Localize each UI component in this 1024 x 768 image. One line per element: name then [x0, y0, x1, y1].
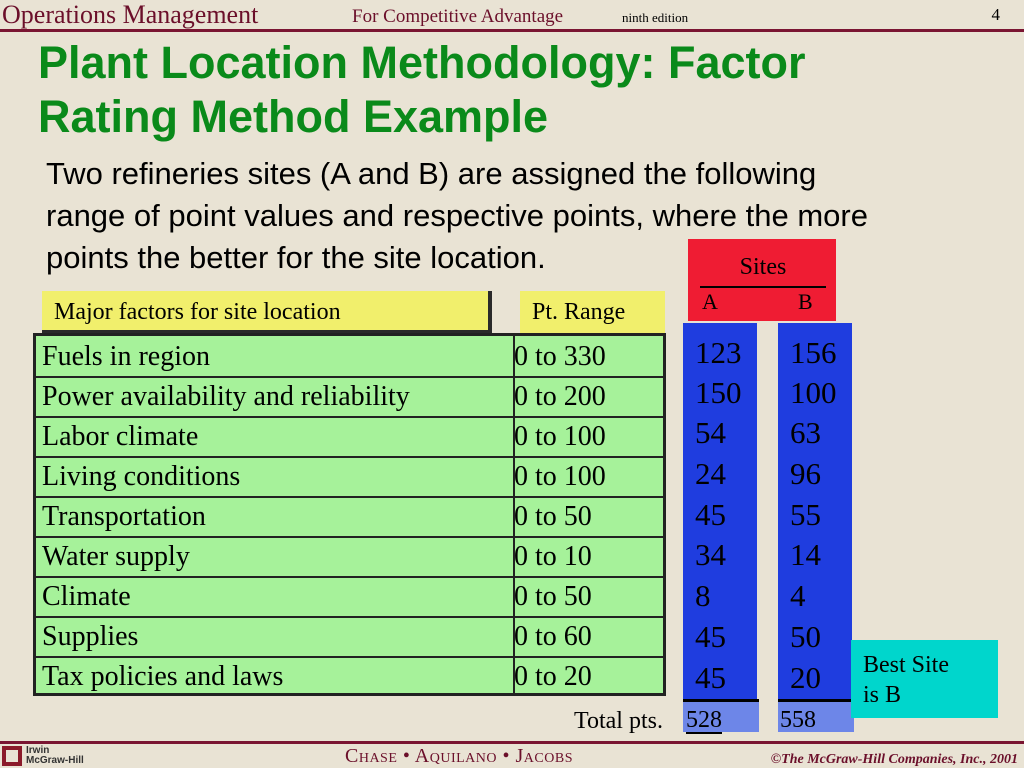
intro-text: [46, 153, 1006, 279]
factor-name: Living conditions: [42, 461, 241, 492]
table-row: [36, 656, 663, 696]
site-b-score: 50: [790, 619, 821, 654]
site-b-score: 63: [790, 415, 821, 450]
factor-name: Supplies: [42, 621, 139, 652]
sites-underline: [700, 286, 826, 288]
site-b-score: 100: [790, 375, 837, 410]
site-b-score: 55: [790, 497, 821, 532]
site-a-score: 45: [695, 660, 726, 695]
site-a-total: 528: [686, 707, 722, 733]
slide-title: [38, 36, 998, 144]
intro-line-2: range of point values and respective points, where the more: [46, 198, 868, 233]
site-a-score: 45: [695, 619, 726, 654]
table-row: [36, 536, 663, 578]
factor-range: 0 to 60: [514, 621, 592, 652]
book-subtitle: For Competitive Advantage: [352, 6, 564, 27]
title-line-1: Plant Location Methodology: Factor: [38, 37, 806, 88]
factor-range: 0 to 20: [514, 661, 592, 692]
factor-name: Labor climate: [42, 421, 199, 452]
site-b-score: 156: [790, 335, 837, 370]
authors-footer: Chase • Aquilano • Jacobs: [345, 745, 573, 767]
factor-range: 0 to 10: [514, 541, 592, 572]
factor-range: 0 to 100: [514, 421, 606, 452]
sites-header-label: Sites: [739, 254, 787, 280]
intro-line-3: points the better for the site location.: [46, 240, 546, 275]
site-a-scores-column: [683, 323, 757, 701]
factor-table: [33, 333, 666, 696]
header-rule: [0, 29, 1024, 32]
best-site-line-2: is B: [863, 682, 902, 708]
table-row: [36, 376, 663, 418]
table-row: [36, 456, 663, 498]
site-a-score: 8: [695, 578, 711, 613]
factor-name: Power availability and reliability: [42, 381, 410, 412]
factor-name: Tax policies and laws: [42, 661, 284, 692]
table-row: [36, 616, 663, 658]
intro-line-1: Two refineries sites (A and B) are assigned the following: [46, 156, 817, 191]
publisher-mark-icon: [2, 746, 22, 766]
factor-name: Water supply: [42, 541, 190, 572]
table-row: [36, 336, 663, 378]
factor-range: 0 to 50: [514, 501, 592, 532]
site-b-score: 14: [790, 537, 821, 572]
site-a-score: 150: [695, 375, 742, 410]
site-b-score: 20: [790, 660, 821, 695]
publisher-name-line-2: McGraw-Hill: [26, 755, 84, 766]
factor-name: Climate: [42, 581, 131, 612]
factor-range: 0 to 50: [514, 581, 592, 612]
site-a-score: 24: [695, 456, 726, 491]
site-b-total: 558: [780, 707, 816, 733]
factor-column-header: Major factors for site location: [42, 291, 492, 333]
site-a-label: A: [702, 289, 718, 314]
publisher-name-line-1: Irwin: [26, 745, 50, 756]
factor-name: Transportation: [42, 501, 206, 532]
factor-name: Fuels in region: [42, 341, 210, 372]
factor-range: 0 to 200: [514, 381, 606, 412]
best-site-line-1: Best Site: [863, 652, 950, 678]
table-row: [36, 416, 663, 458]
title-line-2: Rating Method Example: [38, 91, 549, 142]
slide-header: [0, 0, 1024, 30]
site-b-scores-column: [778, 323, 852, 701]
factor-range: 0 to 100: [514, 461, 606, 492]
table-row: [36, 496, 663, 538]
site-a-score: 123: [695, 335, 742, 370]
site-a-score: 54: [695, 415, 726, 450]
site-a-score: 34: [695, 537, 726, 572]
edition-label: ninth edition: [622, 10, 689, 25]
table-row: [36, 576, 663, 618]
site-b-score: 4: [790, 578, 806, 613]
factor-range: 0 to 330: [514, 341, 606, 372]
best-site-callout: [851, 640, 998, 718]
site-b-label: B: [798, 289, 813, 314]
page-number: 4: [991, 5, 1000, 24]
sites-header-box: [688, 239, 836, 321]
site-b-score: 96: [790, 456, 821, 491]
total-label: Total pts.: [574, 708, 663, 734]
copyright-notice: ©The McGraw-Hill Companies, Inc., 2001: [770, 752, 1018, 767]
range-column-header: Pt. Range: [520, 291, 665, 333]
book-title: Operations Management: [2, 0, 259, 29]
site-a-score: 45: [695, 497, 726, 532]
footer-rule: [0, 741, 1024, 744]
publisher-logo: [2, 746, 92, 766]
